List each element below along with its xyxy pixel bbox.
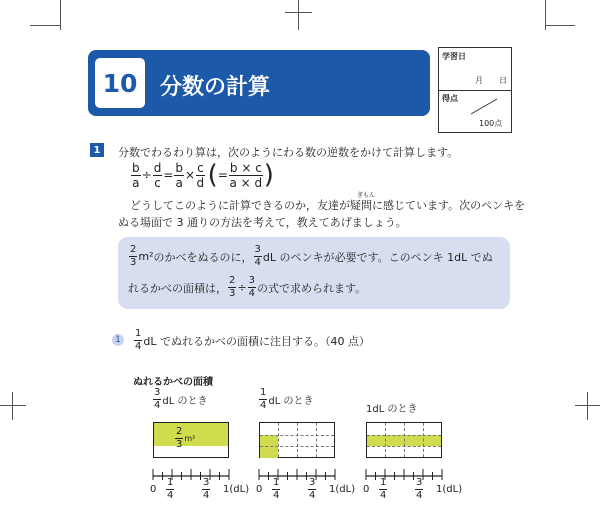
wall-diagram-1-4 <box>259 422 335 458</box>
panel-label-1: 1dL のとき <box>366 404 418 415</box>
month-label: 月 <box>475 76 483 85</box>
formula: $\frac{b}{a}$ ÷ $\frac{d}{c}$ = $\frac{b}{a}$ × $\frac{c}{d}$ ( = $\frac{b \times c}{a \times d}$ ) <box>132 160 274 190</box>
question-text-2: どうしてこのように計算できるのか，友達が疑問に感じています。次のペンキを <box>130 199 526 212</box>
crop-mark <box>60 0 61 30</box>
date-label: 学習日 <box>442 52 466 61</box>
axis-three-quarters: $\frac{3}{4}$ <box>203 477 210 501</box>
question-text-3: ぬる場面で 3 通りの方法を考えて，教えてあげましょう。 <box>118 216 407 229</box>
axis-one-quarter: $\frac{1}{4}$ <box>167 477 174 501</box>
subquestion-text: $\frac{1}{4}$ dL でぬれるかべの面積に注目する。（40 点） <box>135 328 370 352</box>
axis-zero: 0 <box>363 484 370 495</box>
crop-mark <box>545 25 575 26</box>
page-title: 分数の計算 <box>160 75 271 100</box>
crop-mark <box>285 12 312 13</box>
problem-line-2: れるかべの面積は， $\frac{2}{3}$ ÷ $\frac{3}{4}$ の式で求められます。 <box>128 275 367 299</box>
question-text: 分数でわるわり算は，次のようにわる数の逆数をかけて計算します。 <box>118 146 459 159</box>
axis-one-unit: 1(dL) <box>329 484 356 495</box>
crop-mark <box>30 25 60 26</box>
score-total: 100点 <box>479 119 503 128</box>
problem-line-1: $\frac{2}{3}$ m² のかべをぬるのに， $\frac{3}{4}$ dL のペンキが必要です。このペンキ 1dL でぬ <box>130 244 493 268</box>
question-number: 1 <box>90 143 104 157</box>
furigana: ぎもん <box>357 192 376 199</box>
axis-one-quarter: $\frac{1}{4}$ <box>380 477 387 501</box>
wall-diagram-3-4 <box>153 422 229 458</box>
panel-label-1-4: $\frac{1}{4}$ dL のとき <box>260 387 314 411</box>
crop-mark <box>12 392 13 420</box>
area-label: $\frac{2}{3}$ m² <box>176 426 196 450</box>
axis-one-quarter: $\frac{1}{4}$ <box>273 477 280 501</box>
crop-mark <box>587 392 588 420</box>
score-box <box>438 47 512 133</box>
day-label: 日 <box>499 76 507 85</box>
axis-one-unit: 1(dL) <box>436 484 463 495</box>
score-label: 得点 <box>442 94 458 103</box>
panel-label-3-4: $\frac{3}{4}$ dL のとき <box>154 387 208 411</box>
axis-three-quarters: $\frac{3}{4}$ <box>309 477 316 501</box>
crop-mark <box>0 405 26 406</box>
crop-mark <box>298 0 299 30</box>
lesson-number: 10 <box>95 58 145 108</box>
axis-zero: 0 <box>150 484 157 495</box>
subquestion-number: 1 <box>112 334 124 346</box>
axis-three-quarters: $\frac{3}{4}$ <box>416 477 423 501</box>
wall-diagram-1 <box>366 422 442 458</box>
diagram-heading: ぬれるかべの面積 <box>133 377 213 388</box>
axis-one-unit: 1(dL) <box>223 484 250 495</box>
axis-zero: 0 <box>256 484 263 495</box>
